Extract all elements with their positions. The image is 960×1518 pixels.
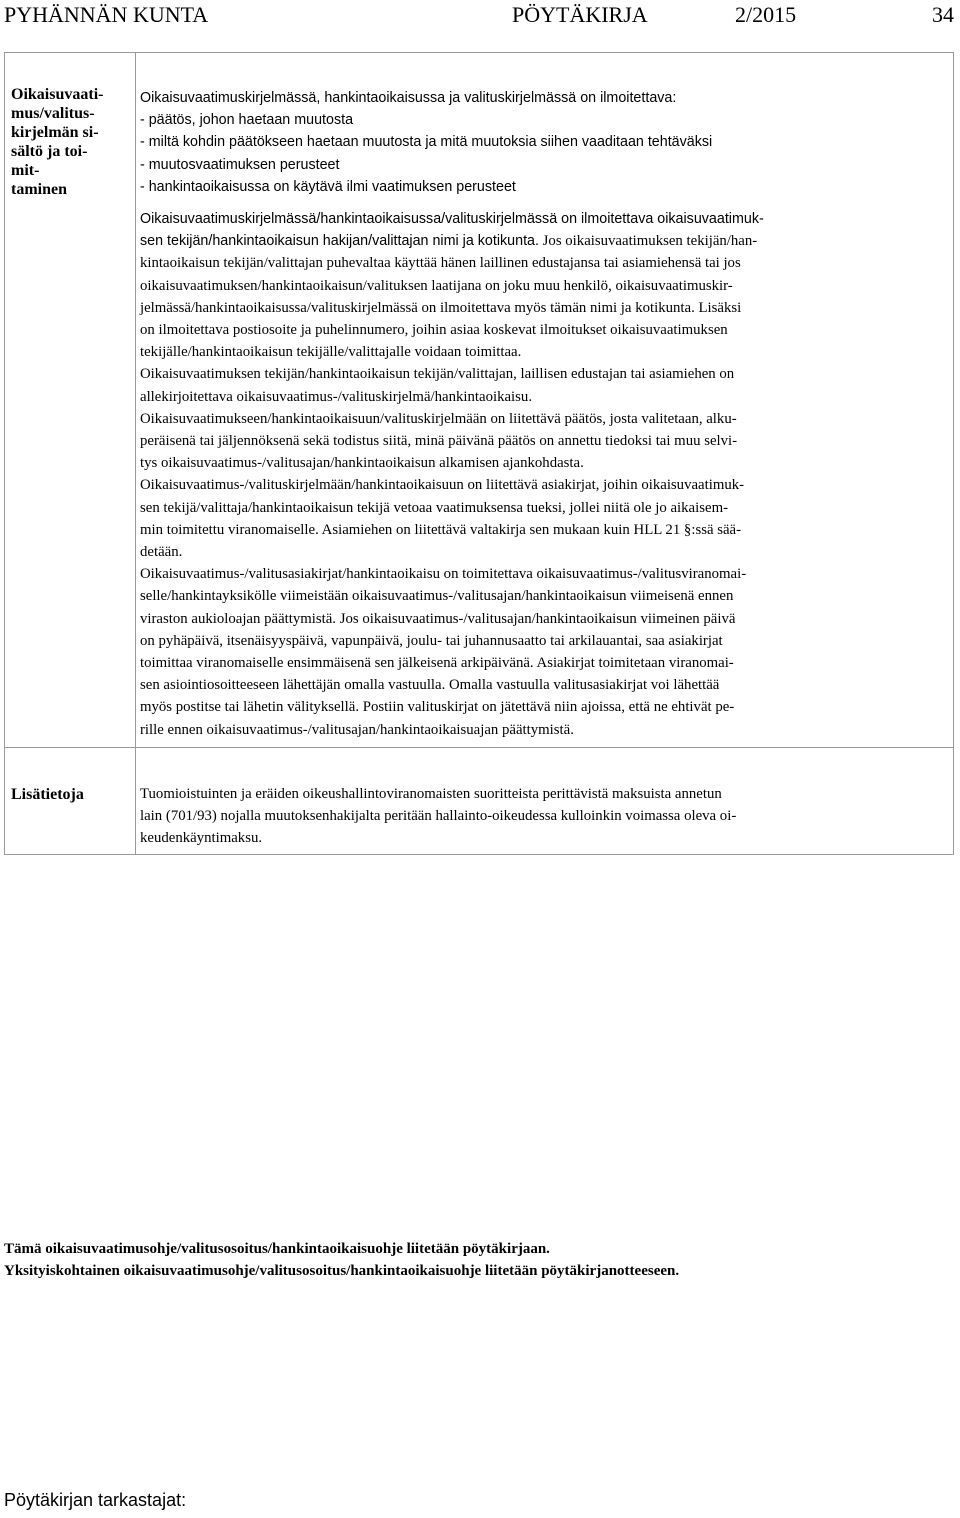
text-line: jelmässä/hankintaoikaisussa/valituskirjelmässä on ilmoitettava myös tämän nimi ja kotikunta. Lisäksi: [140, 299, 742, 316]
row-label: Lisätietoja: [11, 785, 84, 803]
text-line: kintaoikaisun tekijän/valittajan puhevaltaa käyttää hänen laillinen edustajansa tai asiamiehensä tai jos: [140, 255, 741, 272]
text-line: peräisenä tai jäljennöksenä sekä todistus siitä, minä päivänä päätös on annettu tiedoksi tai muu selvi-: [140, 433, 738, 450]
page-number: 34: [932, 2, 954, 27]
text-line: tys oikaisuvaatimus-/valitusajan/hankintaoikaisun alkamisen ajankohdasta.: [140, 455, 584, 472]
attachment-note: Yksityiskohtainen oikaisuvaatimusohje/valitusosoitus/hankintaoikaisuohje liitetään pöytäkirjanotteeseen.: [4, 1263, 680, 1279]
list-item: Oikaisuvaatimuskirjelmässä, hankintaoikaisussa ja valituskirjelmässä on ilmoitettava:: [140, 90, 677, 106]
table-row: [5, 53, 954, 748]
row-label-cell: [5, 53, 136, 748]
text-line: detään.: [140, 544, 183, 561]
text-line: sen asiointiosoitteeseen lähettäjän omalla vastuulla. Omalla vastuulla valitusasiakirjat voi lähettää: [140, 677, 720, 694]
minutes-reviewers-label: Pöytäkirjan tarkastajat:: [4, 1490, 187, 1510]
list-item: - päätös, johon haetaan muutosta: [140, 112, 354, 129]
page-header: [0, 0, 960, 30]
text-line: on ilmoitettava postiosoite ja puhelinnumero, joihin asiaa koskevat ilmoitukset oikaisuvaatimuksen: [140, 322, 728, 339]
text-line: Oikaisuvaatimus-/valituskirjelmään/hankintaoikaisuun on liitettävä asiakirjat, joihin oikaisuvaatimuk-: [140, 477, 745, 494]
text-line: Oikaisuvaatimus-/valitusasiakirjat/hankintaoikaisu on toimitettava oikaisuvaatimus-/valitusviranomai-: [140, 566, 747, 583]
text-line: rille ennen oikaisuvaatimus-/valitusajan/hankintaoikaisuajan päättymistä.: [140, 721, 574, 738]
document-type: PÖYTÄKIRJA: [512, 2, 648, 27]
text-line: on pyhäpäivä, itsenäisyyspäivä, vapunpäivä, joulu- tai juhannusaatto tai arkilauantai, saa asiakirjat: [140, 632, 723, 649]
text-line: oikaisuvaatimuksen/hankintaoikaisun/valituksen laatijana on joku muu henkilö, oikaisuvaatimuskir-: [140, 277, 733, 294]
text-line: tekijälle/hankintaoikaisun tekijälle/valittajalle voidaan toimittaa.: [140, 344, 522, 361]
list-item: - muutosvaatimuksen perusteet: [140, 156, 340, 173]
organization-name: PYHÄNNÄN KUNTA: [4, 2, 209, 27]
additional-info-content: [136, 748, 953, 854]
text-line: sen tekijä/valittaja/hankintaoikaisun tekijä vetoaa vaatimuksensa tueksi, jollei niitä ole jo aikaisem-: [140, 499, 729, 516]
text-line: toimittaa viranomaiselle ensimmäisenä sen jälkeisenä arkipäivänä. Asiakirjat toimitetaan viranomai-: [140, 655, 734, 672]
text-fragment: sen tekijän/hankintaoikaisun hakijan/valittajan nimi ja kotikunta.: [140, 233, 539, 250]
text-line: Oikaisuvaatimuskirjelmässä/hankintaoikaisussa/valituskirjelmässä on ilmoitettava oikaisuvaatimuk-: [140, 211, 764, 228]
text-line: keudenkäyntimaksu.: [140, 830, 263, 847]
table-row: [5, 747, 954, 854]
text-line: allekirjoitettava oikaisuvaatimus-/valituskirjelmä/hankintaoikaisu.: [140, 388, 533, 405]
text-line: lain (701/93) nojalla muutoksenhakijalta peritään hallainto-oikeudessa kulloinkin voimassa oleva oi-: [140, 808, 737, 825]
text-fragment: Jos oikaisuvaatimuksen tekijän/han-: [542, 233, 758, 250]
row-label-cell: [5, 747, 136, 854]
document-number: 2/2015: [735, 2, 797, 27]
text-line: min toimitettu viranomaiselle. Asiamiehen on liitettävä valtakirja sen mukaan kuin HLL 21 §:ssä sää-: [140, 521, 742, 538]
attachment-note: Tämä oikaisuvaatimusohje/valitusosoitus/hankintaoikaisuohje liitetään pöytäkirjaan.: [4, 1241, 550, 1257]
appeal-instructions-table: [4, 52, 954, 855]
text-line: Oikaisuvaatimuksen tekijän/hankintaoikaisun tekijän/valittajan, laillisen edustajan tai asiamiehen on: [140, 366, 735, 383]
text-line: Oikaisuvaatimukseen/hankintaoikaisuun/valituskirjelmään on liitettävä päätös, josta valitetaan, alku-: [140, 410, 737, 427]
required-items-list: [140, 87, 953, 198]
appeal-content: [136, 53, 953, 747]
row-label: Oikaisuvaati- mus/valitus- kirjelmän si- sältö ja toi- mit- taminen: [11, 86, 104, 198]
paragraph-gap: [140, 198, 953, 208]
text-line: [140, 230, 953, 252]
text-line: viraston aukioloajan päättymistä. Jos oikaisuvaatimus-/valitusajan/hankintaoikaisun viimeinen päivä: [140, 610, 736, 627]
text-line: selle/hankintayksikölle viimeistään oikaisuvaatimus-/valitusajan/hankintaoikaisun viimeisenä ennen: [140, 588, 734, 605]
list-item: - miltä kohdin päätökseen haetaan muutosta ja mitä muutoksia siihen vaaditaan tehtäväksi: [140, 134, 713, 151]
text-line: Tuomioistuinten ja eräiden oikeushallintoviranomaisten suoritteista perittävistä maksuista annetun: [140, 785, 722, 802]
row-content-cell: [136, 747, 954, 854]
row-content-cell: [136, 53, 954, 748]
text-line: myös postitse tai lähetin välityksellä. Postiin valituskirjat on jätettävä niin ajoissa, että ne ehtivät pe-: [140, 699, 735, 716]
list-item: - hankintaoikaisussa on käytävä ilmi vaatimuksen perusteet: [140, 178, 516, 195]
